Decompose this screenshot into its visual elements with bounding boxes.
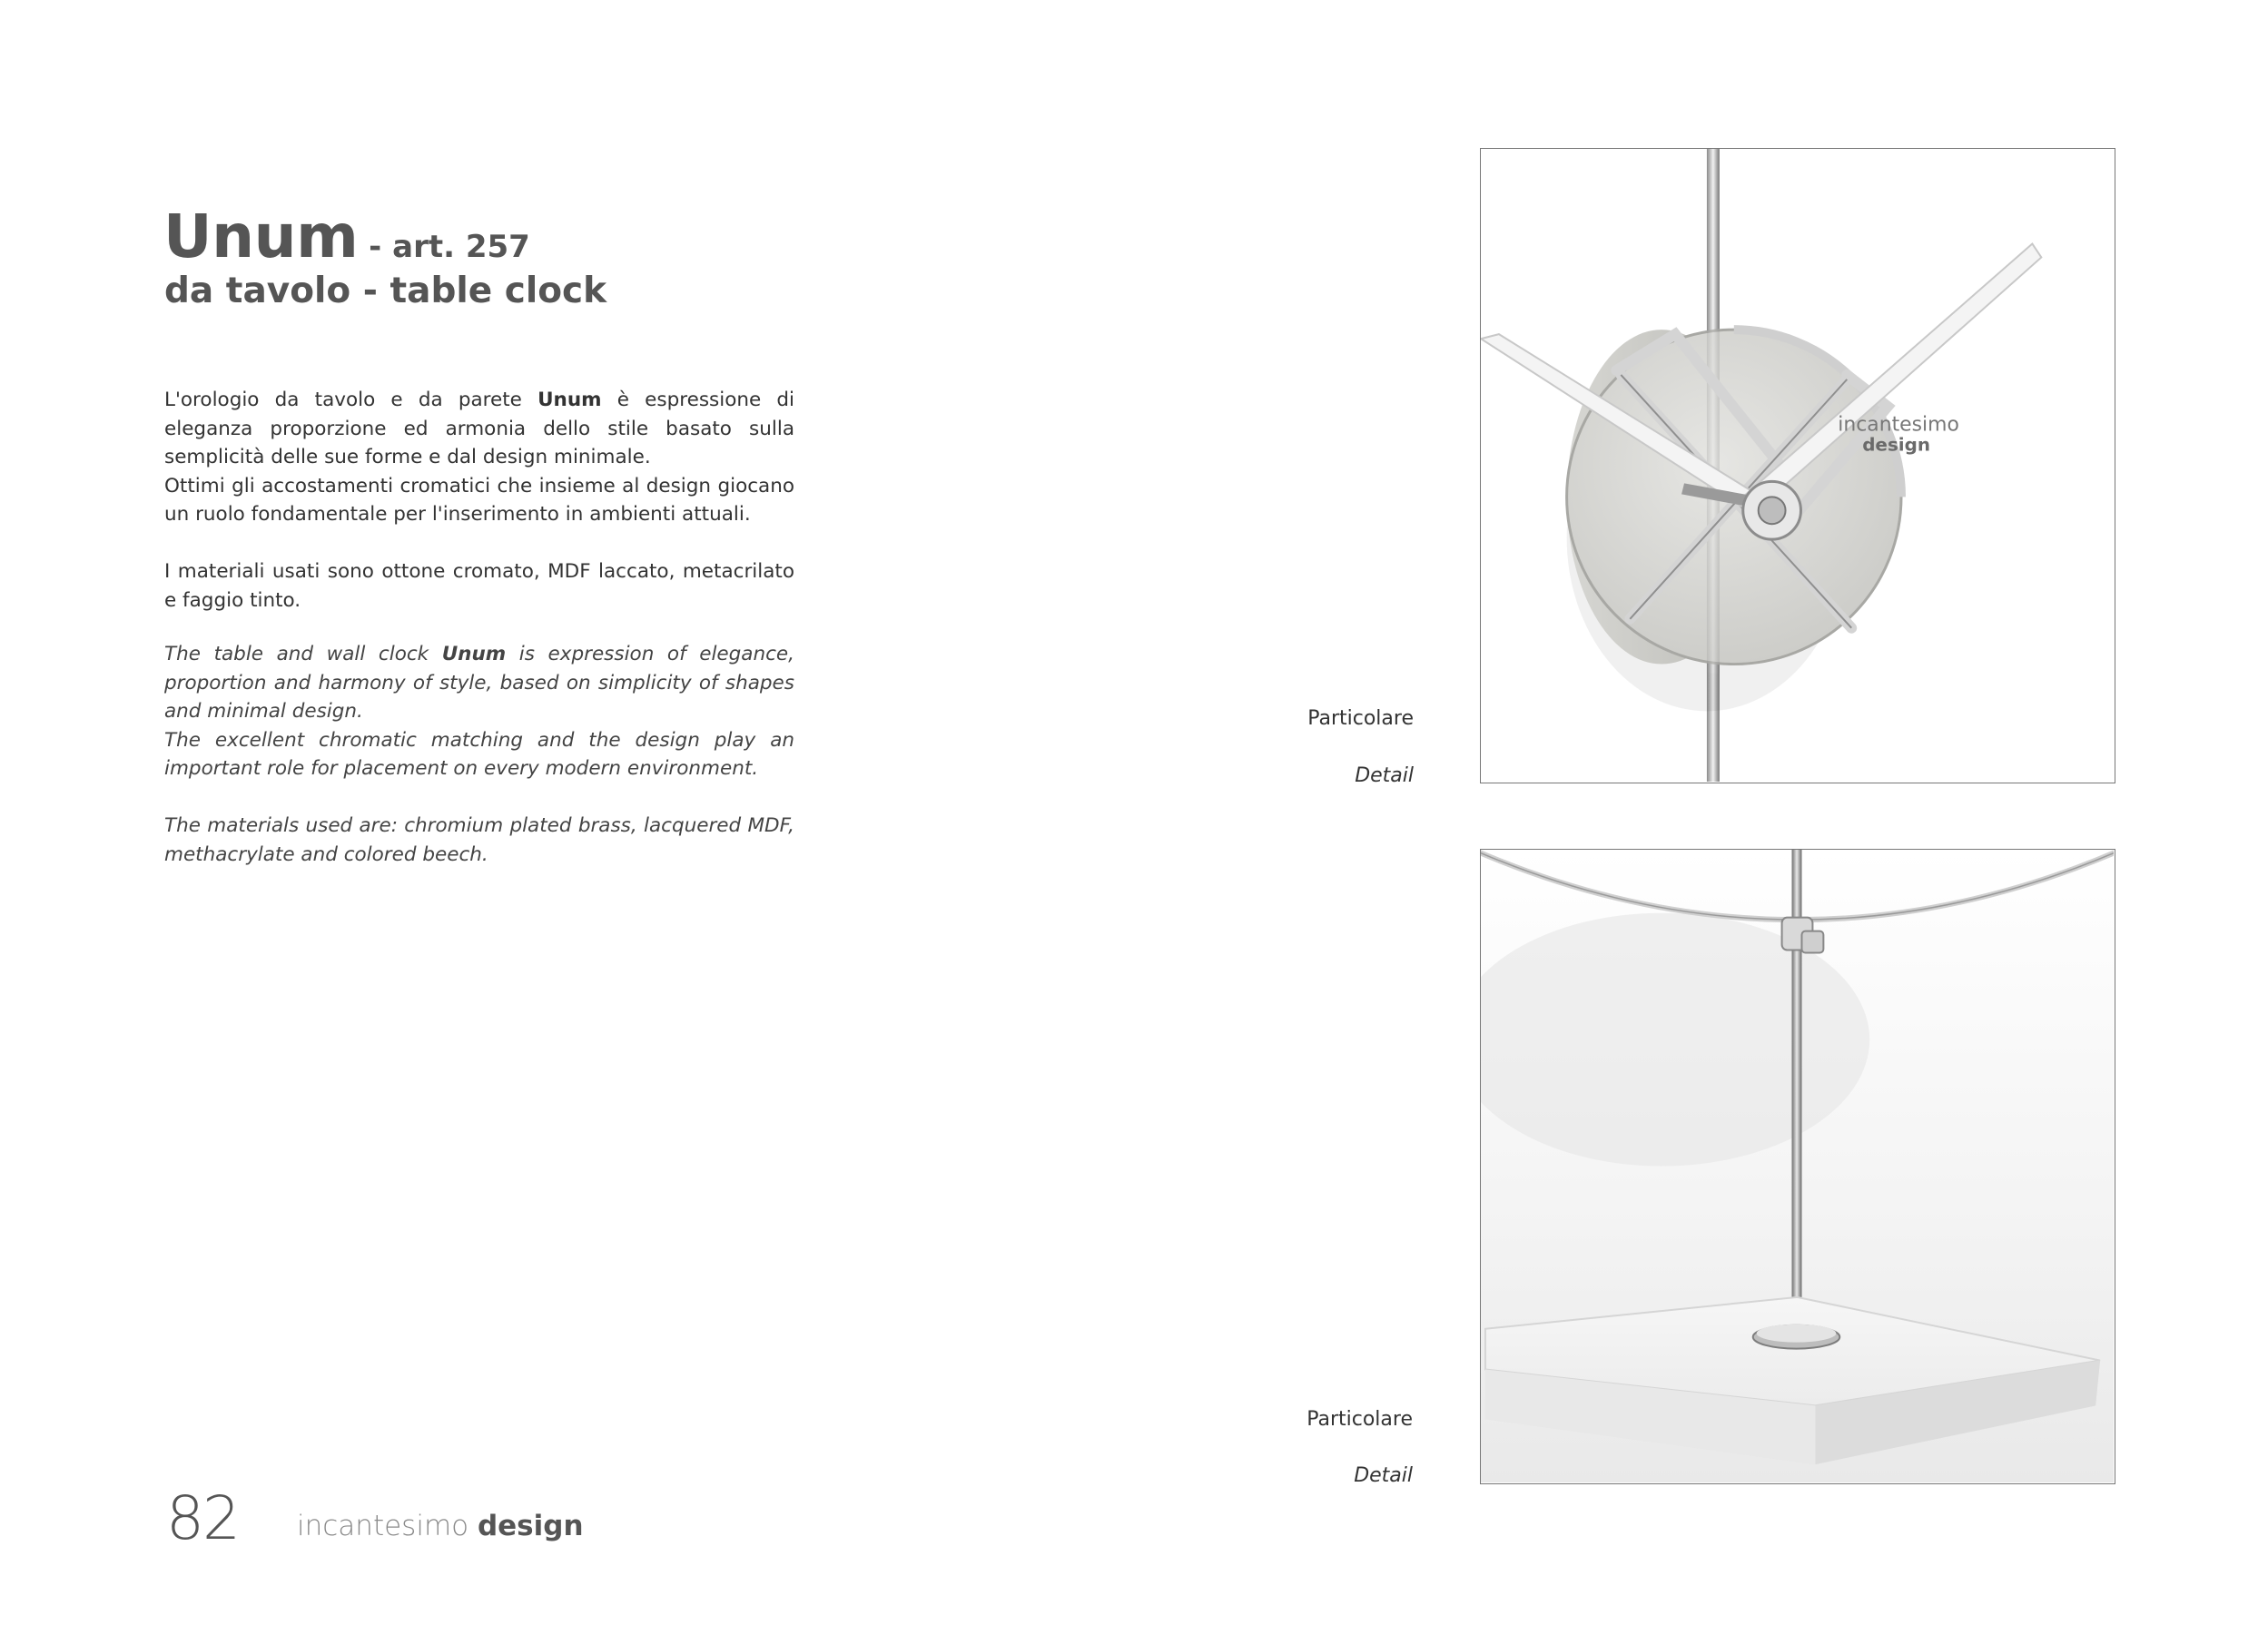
description-it-paragraph-2: Ottimi gli accostamenti cromatici che insieme al design giocano un ruolo fondamentale per l'inserimento in ambienti attuali. [164,474,794,526]
description-italian [164,386,794,615]
brand-light-text: incantesimo [297,1510,478,1542]
product-subtitle: da tavolo - table clock [164,271,607,311]
brand-logo [297,1512,584,1541]
description-it-paragraph-1: L'orologio da tavolo e da parete Unum è espressione di eleganza proporzione ed armonia dello stile basato sulla semplicità delle sue forme e dal design minimale. [164,389,795,468]
photo-1-caption-english: Detail [1355,764,1414,787]
description-english [164,640,794,869]
dial-logo-bold: design [1862,434,1931,456]
clock-base-detail-photo [1480,849,2115,1484]
brand-bold-text: design [477,1510,584,1542]
description-it-paragraph-3: I materiali usati sono ottone cromato, MDF laccato, metacrilato e faggio tinto. [164,560,794,612]
article-number: - art. 257 [358,229,530,265]
description-en-paragraph-3: The materials used are: chromium plated brass, lacquered MDF, methacrylate and colored beech. [164,814,794,866]
description-en-paragraph-2: The excellent chromatic matching and the design play an important role for placement on every modern environment. [164,728,794,780]
product-title [163,202,530,271]
description-en-paragraph-1: The table and wall clock Unum is expression of elegance, proportion and harmony of style, based on simplicity of shapes and minimal design. [164,643,794,723]
clock-base-illustration [1481,850,2114,1482]
dial-logo-light: incantesimo [1838,413,1959,437]
clock-face-detail-photo [1480,148,2115,783]
photo-1-caption-italian: Particolare [1307,707,1414,730]
product-name-inline-en: Unum [441,643,507,665]
product-name-inline: Unum [537,389,602,411]
photo-2-caption-italian: Particolare [1307,1408,1413,1431]
page-number: 82 [166,1483,239,1553]
photo-2-caption-english: Detail [1354,1464,1413,1487]
product-name: Unum [163,202,359,271]
clock-face-illustration [1481,149,2114,782]
